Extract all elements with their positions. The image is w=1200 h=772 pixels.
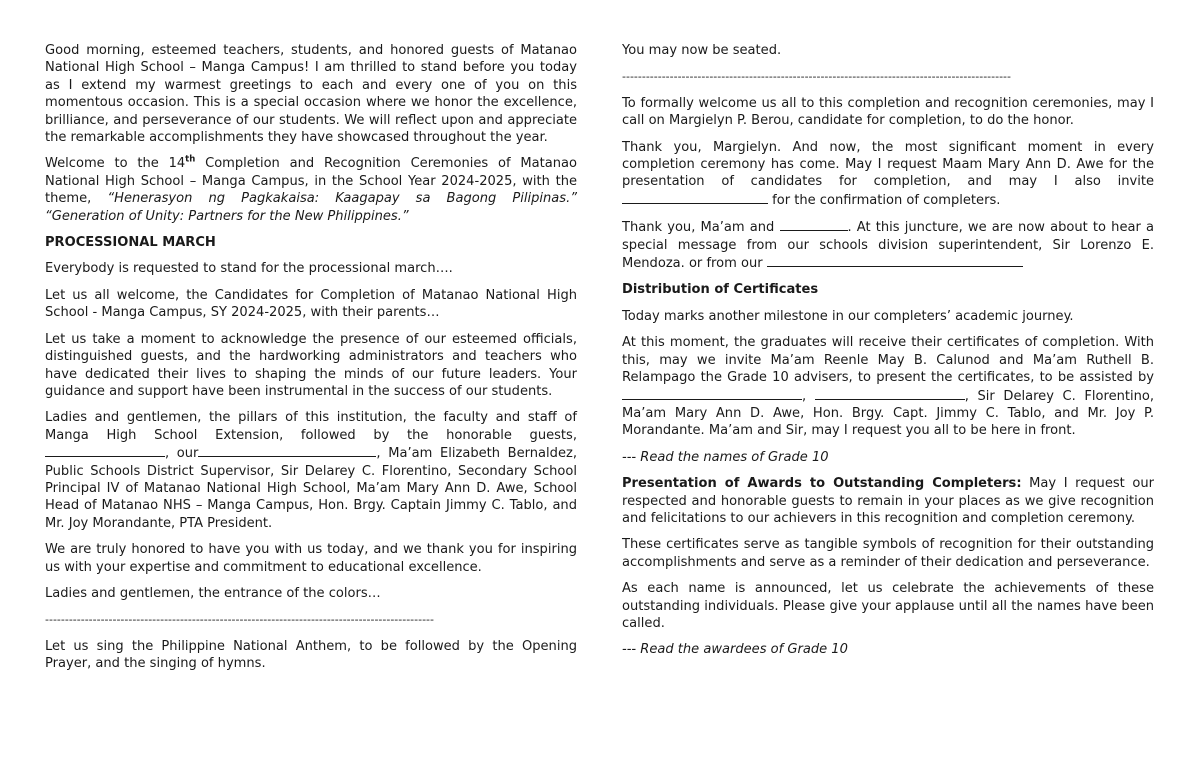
pillars-text-end: , Ma’am Elizabeth Bernaldez, Public Schools District Supervisor, Sir Delarey C. Florentino, Secondary School Principal IV of Matanao National High School, Ma’am Mary Ann D. Awe, School Head of Matanao NHS – Manga Campus, Hon. Brgy. Captain Jimmy C. Tablo, and Mr. Joy Morandante, PTA President. <box>45 446 577 531</box>
presentation-text: Thank you, Margielyn. And now, the most significant moment in every completion ceremony has come. May I request Maam Mary Ann D. Awe for the presentation of candidates for completion, and may I also invite <box>622 139 1154 190</box>
certificates-text-mid: , <box>802 388 815 404</box>
blank-line <box>780 218 848 231</box>
candidates-paragraph: Let us all welcome, the Candidates for Completion of Matanao National High School - Manga Campus, SY 2024-2025, with their parents… <box>45 287 577 321</box>
honored-paragraph: We are truly honored to have you with us today, and we thank you for inspiring us with your expertise and commitment to educational excellence. <box>45 542 577 575</box>
pillars-paragraph <box>45 409 577 532</box>
dashed-divider: -------------------------------------------------------------------------------------------------- <box>45 613 434 627</box>
blank-line <box>622 191 768 204</box>
blank-line <box>767 254 1023 267</box>
blank-line <box>815 387 965 400</box>
symbols-paragraph: These certificates serve as tangible symbols of recognition for their outstanding accomplishments and serve as a reminder of their dedication and perseverance. <box>622 537 1154 570</box>
presentation-paragraph <box>622 139 1154 210</box>
presentation-text-end: for the confirmation of completers. <box>768 192 1001 208</box>
pillars-text-mid: , our <box>165 446 199 462</box>
read-awardees-note: --- Read the awardees of Grade 10 <box>622 642 848 658</box>
welcome-text-cont: Completion and Recognition Ceremonies of Matanao National High School – Manga Campus, in the School Year 2024-2025, with the theme, <box>45 156 577 207</box>
seated-paragraph: You may now be seated. <box>622 43 782 58</box>
anthem-paragraph: Let us sing the Philippine National Anthem, to be followed by the Opening Prayer, and the singing of hymns. <box>45 638 577 672</box>
read-names-note: --- Read the names of Grade 10 <box>622 449 829 465</box>
awards-paragraph <box>622 475 1154 527</box>
awards-heading: Presentation of Awards to Outstanding Completers: <box>622 476 1022 492</box>
milestone-paragraph: Today marks another milestone in our completers’ academic journey. <box>622 308 1074 324</box>
greeting-paragraph: Good morning, esteemed teachers, students, and honored guests of Matanao National High School – Manga Campus! I am thrilled to stand before you today as I extend my warmest greetings to each and every one of you on this momentous occasion. This is a special occasion where we honor the excellence, brilliance, and perseverance of our students. We will reflect upon and appreciate the remarkable accomplishments they have showcased throughout the year. <box>45 43 577 146</box>
formal-welcome-paragraph: To formally welcome us all to this completion and recognition ceremonies, may I call on Margielyn P. Berou, candidate for completion, to do the honor. <box>622 95 1154 129</box>
welcome-text: Welcome to the 14 <box>45 156 186 172</box>
awards-text: May I request our respected and honorable guests to remain in your places as we give recognition and felicitations to our achievers in this recognition and completion ceremony. <box>622 476 1154 526</box>
acknowledge-paragraph: Let us take a moment to acknowledge the presence of our esteemed officials, distinguished guests, and the hardworking administrators and teachers who have dedicated their lives to shaping the minds of our future leaders. Your guidance and support have been instrumental in the success of our students. <box>45 331 577 399</box>
pillars-text: Ladies and gentlemen, the pillars of this institution, the faculty and staff of Manga High School Extension, followed by the honorable guests, <box>45 410 577 443</box>
dashed-divider: -------------------------------------------------------------------------------------------------- <box>622 70 1011 84</box>
blank-line <box>622 387 802 400</box>
certificates-text-end: , Sir Delarey C. Florentino, Ma’am Mary Ann D. Awe, Hon. Brgy. Capt. Jimmy C. Tablo, and Mr. Joy P. Morandante. Ma’am and Sir, may I request you all to be here in front. <box>622 388 1155 439</box>
blank-line <box>45 444 165 457</box>
certificates-paragraph <box>622 334 1154 439</box>
theme-text: “Henerasyon ng Pagkakaisa: Kaagapay sa Bagong Pilipinas.” “Generation of Unity: Partners for the New Philippines.” <box>45 191 577 224</box>
colors-paragraph: Ladies and gentlemen, the entrance of the colors… <box>45 585 381 601</box>
left-column <box>45 42 577 682</box>
distribution-heading: Distribution of Certificates <box>622 282 819 298</box>
blank-line <box>198 444 376 457</box>
ordinal-suffix: th <box>185 155 196 166</box>
message-text: Thank you, Ma’am and <box>622 220 780 236</box>
stand-paragraph: Everybody is requested to stand for the processional march…. <box>45 261 453 277</box>
processional-heading: PROCESSIONAL MARCH <box>45 235 216 251</box>
celebrate-paragraph: As each name is announced, let us celebrate the achievements of these outstanding individuals. Please give your applause until all the names have been called. <box>622 581 1154 631</box>
message-text-cont: . At this juncture, we are now about to hear a special message from our schools division superintendent, Sir Lorenzo E. Mendoza. or from our <box>622 220 1154 272</box>
welcome-paragraph <box>45 155 577 225</box>
certificates-text: At this moment, the graduates will receive their certificates of completion. With this, may we invite Ma’am Reenle May B. Calunod and Ma’am Ruthell B. Relampago the Grade 10 advisers, to present the certificates, to be assisted by <box>622 335 1154 386</box>
right-column <box>622 42 1154 668</box>
message-paragraph <box>622 218 1154 272</box>
